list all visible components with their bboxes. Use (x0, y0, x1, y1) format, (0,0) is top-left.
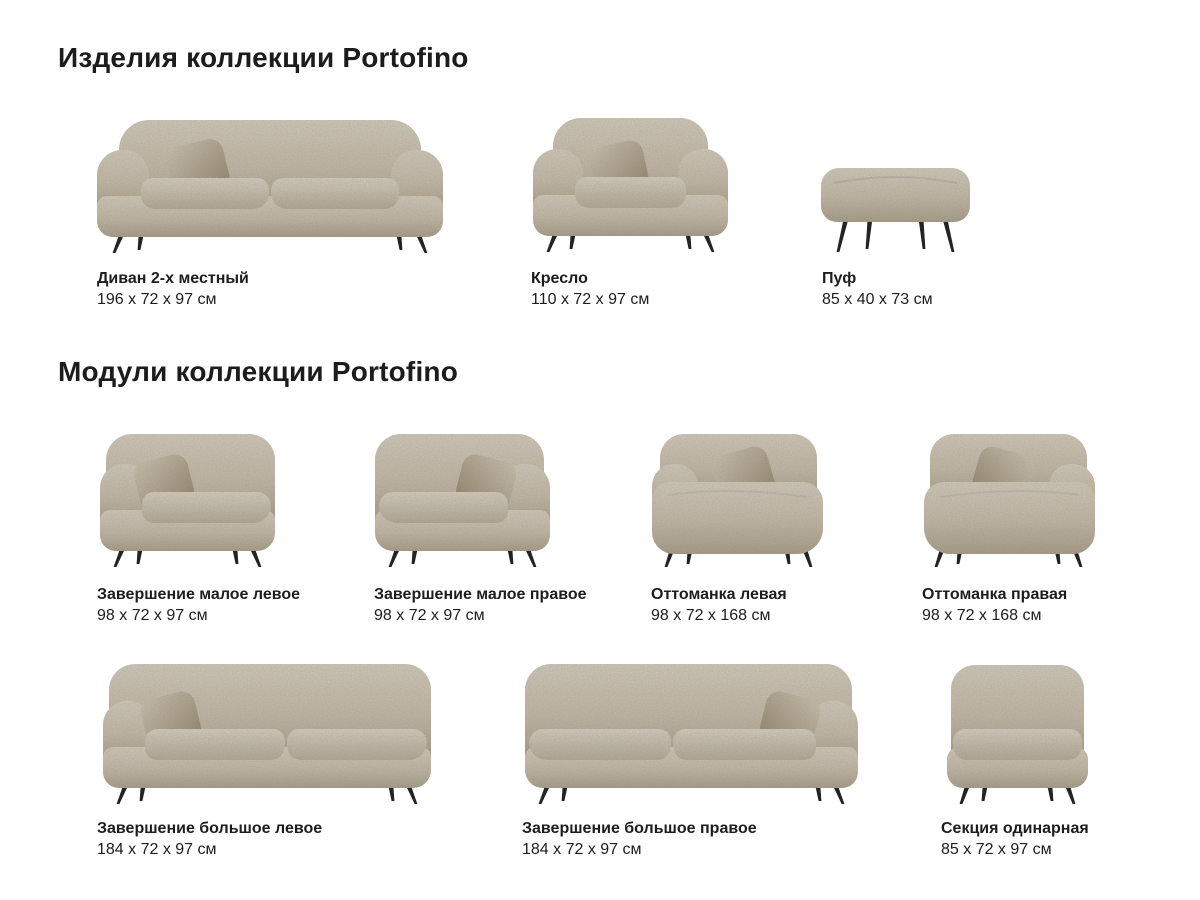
product-caption (922, 584, 1067, 626)
product-caption (97, 268, 249, 310)
product-image-end-large-right (523, 660, 860, 805)
product-caption (651, 584, 787, 626)
product-image-pouf (818, 164, 973, 253)
product-dimensions: 184 x 72 x 97 см (522, 841, 642, 858)
product-image-sofa-2seat (95, 116, 445, 254)
product-name: Завершение большое правое (522, 820, 757, 837)
product-name: Завершение малое левое (97, 586, 301, 603)
product-dimensions: 98 x 72 x 97 см (374, 607, 485, 624)
product-caption (97, 818, 322, 860)
product-caption (374, 584, 587, 626)
product-image-end-small-left (98, 430, 277, 568)
product-name: Кресло (531, 270, 588, 287)
section-title-products: Изделия коллекции Portofino (58, 42, 469, 73)
product-image-armchair (531, 114, 730, 253)
product-dimensions: 98 x 72 x 168 см (651, 607, 771, 624)
product-caption (531, 268, 649, 310)
product-image-end-large-left (101, 660, 433, 805)
product-image-ottoman-right (920, 430, 1097, 568)
product-caption (941, 818, 1089, 860)
product-dimensions: 98 x 72 x 97 см (97, 607, 208, 624)
product-dimensions: 85 x 40 x 73 см (822, 291, 933, 308)
product-image-ottoman-left (650, 430, 827, 568)
product-name: Завершение малое правое (374, 586, 587, 603)
product-dimensions: 110 x 72 x 97 см (531, 291, 650, 308)
product-name: Завершение большое левое (97, 820, 323, 837)
product-name: Секция одинарная (941, 820, 1089, 837)
product-dimensions: 196 x 72 x 97 см (97, 291, 217, 308)
product-name: Оттоманка левая (651, 586, 787, 603)
product-name: Оттоманка правая (922, 586, 1068, 603)
product-image-single-section (945, 661, 1090, 805)
product-dimensions: 98 x 72 x 168 см (922, 607, 1042, 624)
section-title-modules: Модули коллекции Portofino (58, 356, 459, 387)
product-name: Диван 2-х местный (97, 270, 249, 287)
product-caption (97, 584, 300, 626)
product-dimensions: 184 x 72 x 97 см (97, 841, 217, 858)
product-name: Пуф (822, 270, 857, 287)
product-caption (822, 268, 933, 310)
product-dimensions: 85 x 72 x 97 см (941, 841, 1052, 858)
product-caption (522, 818, 757, 860)
product-image-end-small-right (373, 430, 552, 568)
